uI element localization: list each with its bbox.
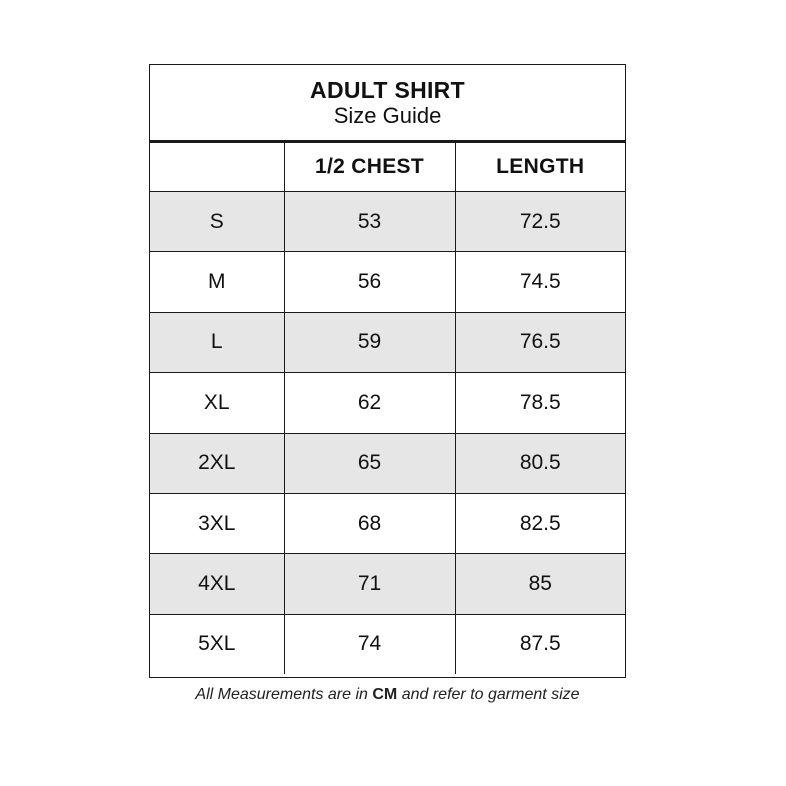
size-cell: 3XL <box>150 493 284 553</box>
table-row <box>150 373 625 433</box>
page-subtitle: Size Guide <box>333 103 442 128</box>
chest-cell: 62 <box>284 373 455 433</box>
table-row <box>150 493 625 553</box>
length-cell: 80.5 <box>455 433 625 493</box>
size-cell: M <box>150 252 284 312</box>
footnote-unit: CM <box>372 686 398 703</box>
table-row <box>150 614 625 674</box>
column-header-length: LENGTH <box>455 143 625 192</box>
length-cell: 76.5 <box>455 312 625 372</box>
chest-cell: 71 <box>284 554 455 614</box>
chest-cell: 65 <box>284 433 455 493</box>
size-cell: 4XL <box>150 554 284 614</box>
measurement-footnote <box>149 686 626 704</box>
length-cell: 82.5 <box>455 493 625 553</box>
table-row <box>150 192 625 252</box>
size-guide-table <box>149 64 626 678</box>
length-cell: 78.5 <box>455 373 625 433</box>
table-row <box>150 433 625 493</box>
column-header-chest: 1/2 CHEST <box>284 143 455 192</box>
chest-cell: 56 <box>284 252 455 312</box>
length-cell: 74.5 <box>455 252 625 312</box>
table-row <box>150 312 625 372</box>
chest-cell: 59 <box>284 312 455 372</box>
chest-cell: 74 <box>284 614 455 674</box>
footnote-suffix: and refer to garment size <box>397 686 580 703</box>
title-block <box>150 65 625 143</box>
length-cell: 87.5 <box>519 632 561 656</box>
size-cell: 5XL <box>150 614 284 674</box>
table-row <box>150 252 625 312</box>
chest-cell: 68 <box>284 493 455 553</box>
page-title: ADULT SHIRT <box>310 77 465 103</box>
size-table <box>150 143 625 674</box>
footnote-prefix: All Measurements are in <box>195 686 373 703</box>
length-cell: 72.5 <box>455 192 625 252</box>
chest-cell: 53 <box>284 192 455 252</box>
size-cell: 2XL <box>150 433 284 493</box>
size-cell: S <box>150 192 284 252</box>
size-cell: XL <box>150 373 284 433</box>
column-header-size <box>150 143 284 192</box>
length-cell: 85 <box>455 554 625 614</box>
table-header-row <box>150 143 625 192</box>
size-cell: L <box>150 312 284 372</box>
table-row <box>150 554 625 614</box>
